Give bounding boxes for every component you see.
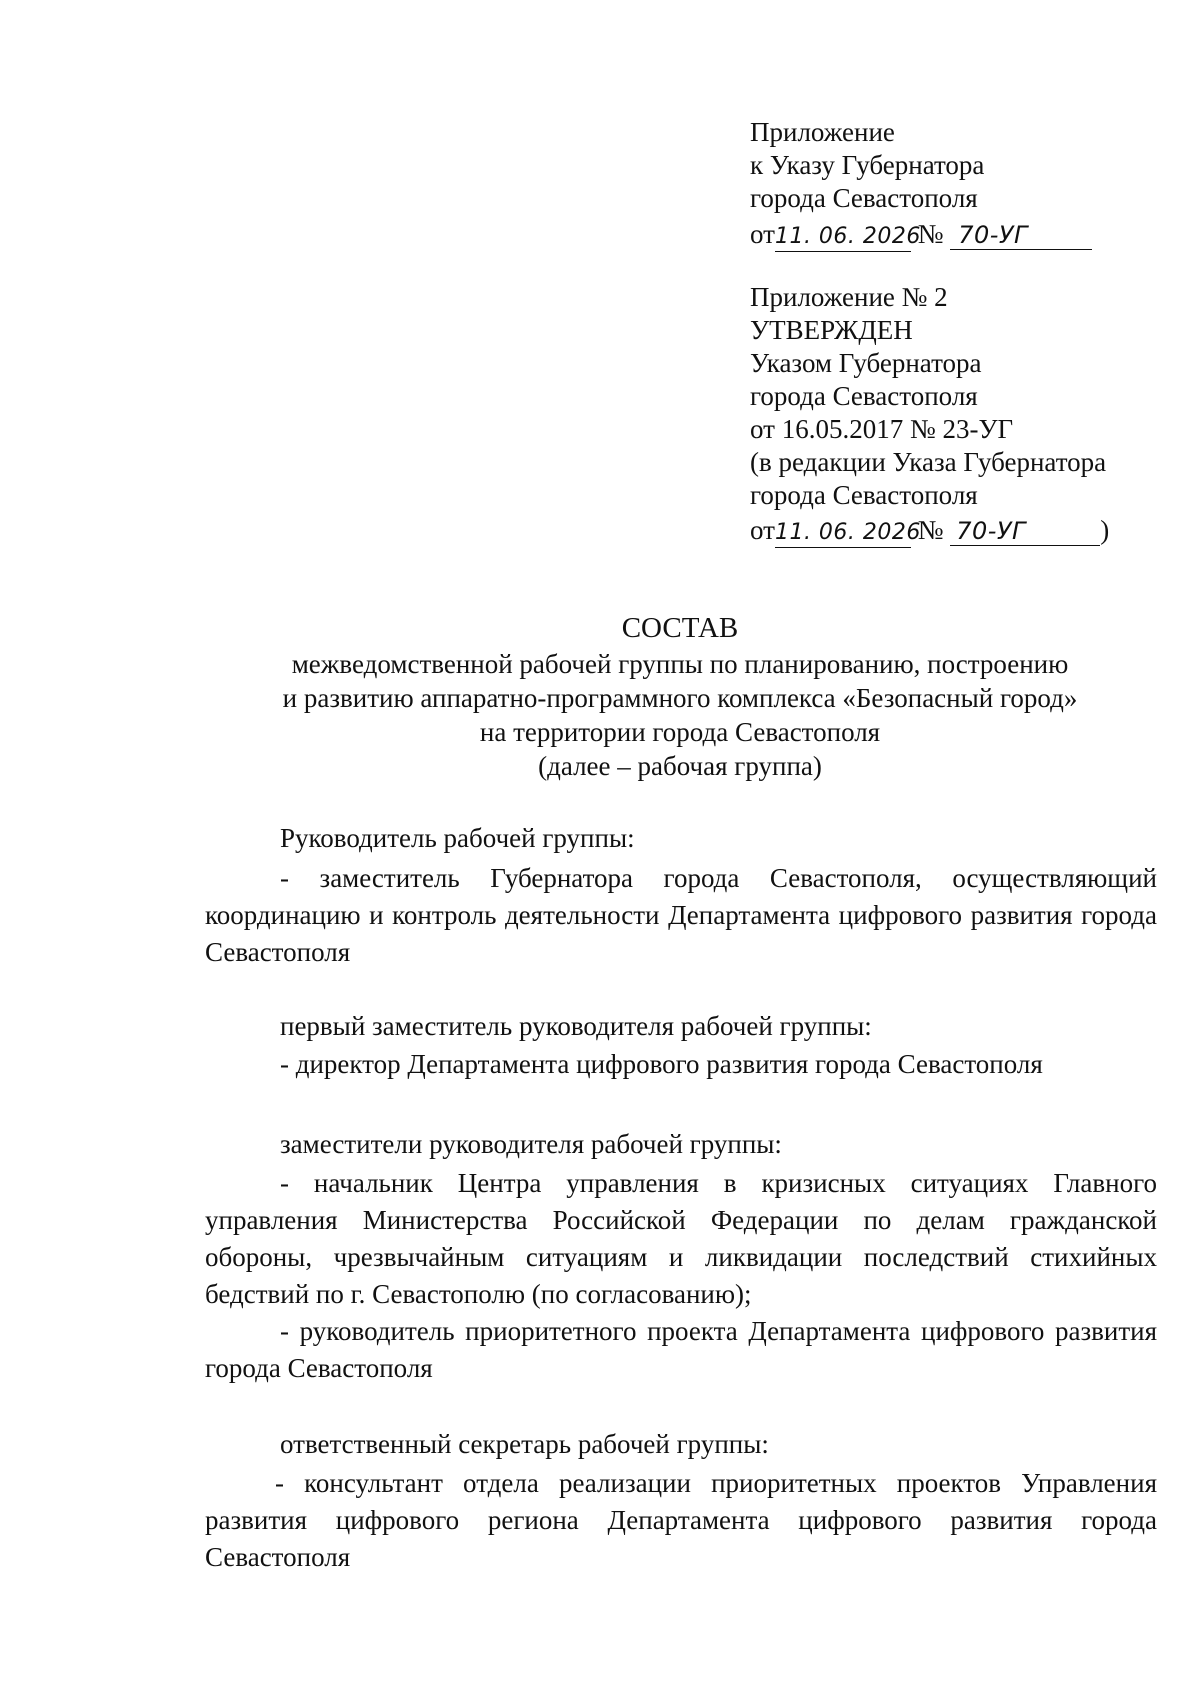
- approval-line-5: от 16.05.2017 № 23-УГ: [750, 414, 1014, 444]
- approval-line-1: Приложение № 2: [750, 282, 948, 312]
- approval-line-4: города Севастополя: [750, 381, 978, 411]
- appendix-line-3: города Севастополя: [750, 183, 978, 213]
- handwritten-date: 11. 06. 2026: [774, 224, 921, 249]
- member-item: - директор Департамента цифрового развития города Севастополя: [280, 1049, 1043, 1079]
- handwritten-number: 70-УГ: [956, 517, 1026, 545]
- member-item: - заместитель Губернатора города Севастополя, осуществляющий координацию и контроль деятельности Департамента цифрового развития города Севастополя: [205, 863, 1157, 967]
- title-line-2: и развитию аппаратно-программного комплекса «Безопасный город»: [282, 683, 1078, 713]
- number-field: [950, 220, 1092, 250]
- date-prefix: от: [750, 219, 775, 249]
- appendix-line-2: к Указу Губернатора: [750, 150, 985, 180]
- member-item: - консультант отдела реализации приоритетных проектов Управления развития цифрового региона Департамента цифрового развития города Севастополя: [205, 1468, 1157, 1572]
- handwritten-number: 70-УГ: [958, 221, 1028, 249]
- title-heading: СОСТАВ: [621, 612, 739, 644]
- title-line-1: межведомственной рабочей группы по планированию, построению: [291, 649, 1069, 679]
- date-field: [774, 220, 921, 252]
- section-heading: Руководитель рабочей группы:: [280, 823, 635, 853]
- handwritten-date: 11. 06. 2026: [774, 520, 921, 545]
- approval-line-7: города Севастополя: [750, 480, 978, 510]
- approval-date-line: [750, 514, 1109, 548]
- approval-line-3: Указом Губернатора: [750, 348, 982, 378]
- appendix-date-line: [750, 218, 1092, 252]
- title-line-3: на территории города Севастополя: [479, 717, 881, 747]
- title-line-4: (далее – рабочая группа): [538, 751, 822, 781]
- closing-paren: ): [1100, 515, 1110, 545]
- approval-line-6: (в редакции Указа Губернатора: [750, 447, 1107, 477]
- section-heading: заместители руководителя рабочей группы:: [280, 1129, 782, 1159]
- appendix-line-1: Приложение: [750, 117, 895, 147]
- number-sign: №: [917, 515, 944, 545]
- number-field: [950, 516, 1100, 546]
- section-heading: ответственный секретарь рабочей группы:: [280, 1429, 769, 1459]
- approval-line-2: УТВЕРЖДЕН: [750, 315, 913, 345]
- date-prefix: от: [750, 515, 775, 545]
- date-field: [774, 516, 921, 548]
- section-heading: первый заместитель руководителя рабочей группы:: [280, 1011, 872, 1041]
- member-item: - руководитель приоритетного проекта Департамента цифрового развития города Севастополя: [205, 1316, 1157, 1383]
- number-sign: №: [917, 219, 944, 249]
- member-item: - начальник Центра управления в кризисных ситуациях Главного управления Министерства Российской Федерации по делам гражданской обороны, чрезвычайным ситуациям и ликвидации последствий стихийных бедствий по г. Севастополю (по согласованию);: [205, 1168, 1157, 1309]
